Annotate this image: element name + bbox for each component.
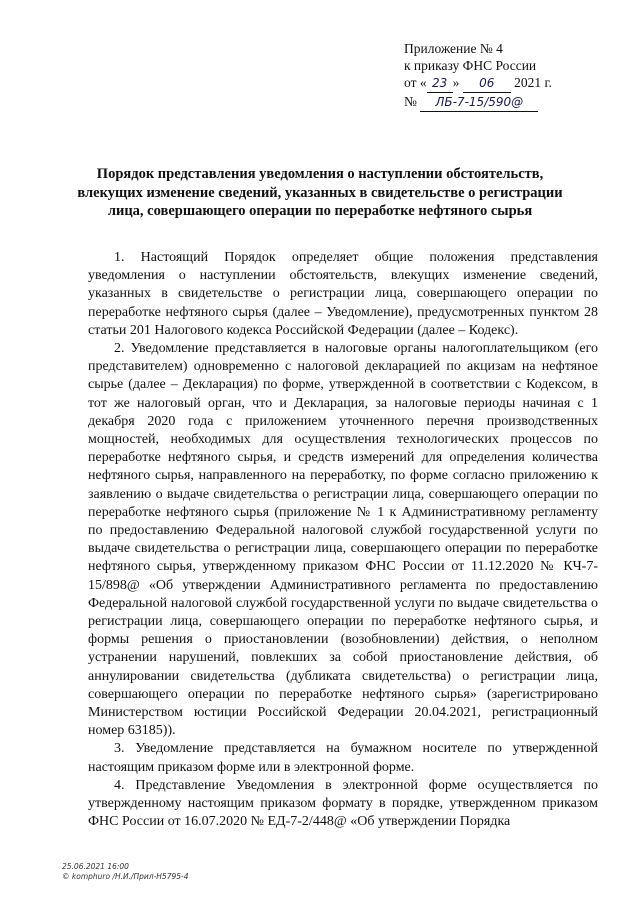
footer-file-id: © komphuro /Н.И./Прил-Н5795-4 — [62, 872, 189, 881]
date-mid: » — [452, 75, 460, 90]
document-title: Порядок представления уведомления о наступлении обстоятельств, влекущих изменение сведений, указанных в свидетельстве о регистрации лица, совершающего операции по переработке нефтяного сырья — [77, 166, 563, 219]
date-prefix: от « — [404, 75, 427, 90]
order-year: 2021 г. — [514, 75, 552, 90]
print-footer — [62, 862, 189, 882]
footer-timestamp: 25.06.2021 16:00 — [62, 862, 129, 871]
handwritten-number: ЛБ-7-15/590@ — [420, 94, 538, 112]
order-reference: к приказу ФНС России — [404, 58, 537, 73]
handwritten-month: 06 — [463, 75, 511, 93]
paragraph-1: 1. Настоящий Порядок определяет общие положения представления уведомления о наступлении обстоятельств, влекущих изменение сведений, указанных в свидетельстве о регистрации лица, совершающего операции по переработке нефтяного сырья (далее – Уведомление), предусмотренных пунктом 28 статьи 201 Налогового кодекса Российской Федерации (далее – Кодекс). — [88, 250, 598, 338]
attachment-label: Приложение № 4 — [404, 41, 503, 56]
handwritten-day: 23 — [427, 75, 453, 93]
paragraph-2: 2. Уведомление представляется в налоговые органы налогоплательщиком (его представителем) одновременно с налоговой декларацией по акцизам на нефтяное сырье (далее – Декларация) по форме, утвержденной в соответствии с Кодексом, в тот же налоговый орган, что и Декларация, за налоговые периоды начиная с 1 декабря 2020 года с приложением уточненного перечня производственных мощностей, необходимых для осуществления технологических процессов по переработке нефтяного сырья, и средств измерений для определения количества нефтяного сырья, направленного на переработку, по форме согласно приложению к заявлению о выдаче свидетельства о регистрации лица, совершающего операции по переработке нефтяного сырья (приложение № 1 к Административному регламенту по предоставлению Федеральной налоговой службой государственной услуги по выдаче свидетельства о регистрации лица, совершающего операции по переработке нефтяного сырья, утвержденному приказом ФНС России от 11.12.2020 № КЧ-7-15/898@ «Об утверждении Административного регламента по предоставлению Федеральной налоговой службой государственной услуги по выдаче свидетельства о регистрации лица, совершающего операции по переработке нефтяного сырья, и формы решения о приостановлении (возобновлении) действия, о неполном устранении нарушений, повлекших за собой приостановление действия, об аннулировании свидетельства (дубликата свидетельства) о регистрации лица, совершающего операции по переработке нефтяного сырья» (зарегистрировано Министерством юстиции Российской Федерации 20.04.2021, регистрационный номер 63185)). — [88, 341, 598, 739]
document-body — [88, 249, 598, 832]
number-prefix: № — [404, 94, 417, 109]
paragraph-4: 4. Представление Уведомления в электронной форме осуществляется по утвержденному настоящим приказом формату в порядке, утвержденном приказом ФНС России от 16.07.2020 № ЕД-7-2/448@ «Об утверждении Порядка — [88, 777, 598, 830]
attachment-header — [404, 40, 552, 112]
paragraph-3: 3. Уведомление представляется на бумажном носителе по утвержденной настоящим приказом форме или в электронной форме. — [88, 741, 598, 775]
order-number — [404, 93, 552, 112]
order-date — [404, 74, 552, 93]
